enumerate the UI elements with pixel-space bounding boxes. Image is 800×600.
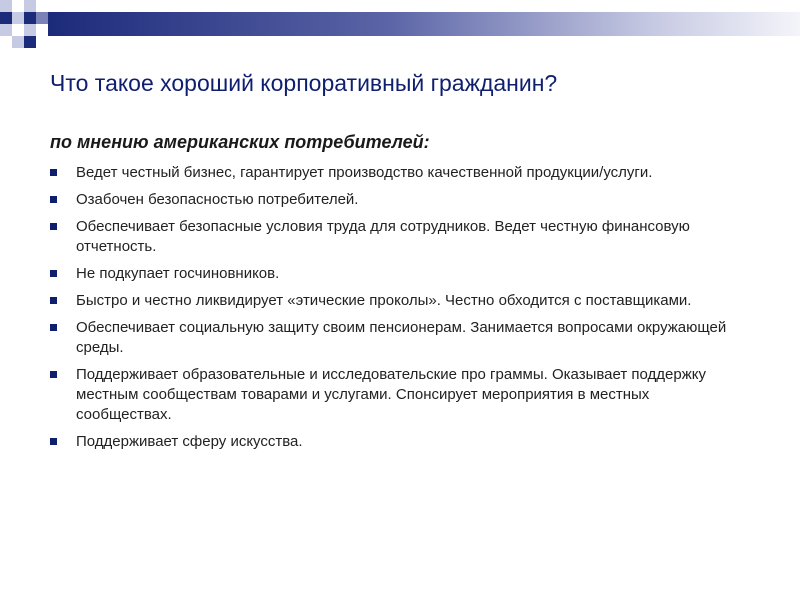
slide-subtitle: по мнению американских потребителей: [50, 132, 430, 152]
header-square [24, 24, 36, 36]
square-bullet-icon [50, 223, 57, 230]
square-bullet-icon [50, 371, 57, 378]
header-square [12, 36, 24, 48]
list-item-text: Ведет честный бизнес, гарантирует производство качественной продукции/услуги. [76, 164, 653, 181]
header-square [24, 0, 36, 12]
list-item [48, 318, 748, 358]
list-item-text: Поддерживает образовательные и исследовательские про граммы. Оказывает поддержку местным сообществам товарами и услугами. Спонсирует мероприятия в местных сообществах. [76, 366, 706, 423]
list-item-text: Обеспечивает безопасные условия труда для сотрудников. Ведет честную финансовую отчетность. [76, 218, 690, 255]
list-item [48, 432, 748, 452]
bullet-list [48, 163, 748, 459]
list-item [48, 190, 748, 210]
list-item [48, 291, 748, 311]
header-decoration [0, 0, 800, 60]
square-bullet-icon [50, 324, 57, 331]
list-item-text: Быстро и честно ликвидирует «этические проколы». Честно обходится с поставщиками. [76, 292, 692, 309]
header-square [0, 24, 12, 36]
header-square [0, 12, 12, 24]
square-bullet-icon [50, 270, 57, 277]
list-item [48, 264, 748, 284]
list-item [48, 163, 748, 183]
square-bullet-icon [50, 196, 57, 203]
list-item-text: Озабочен безопасностью потребителей. [76, 191, 359, 208]
square-bullet-icon [50, 169, 57, 176]
header-square [24, 36, 36, 48]
square-bullet-icon [50, 297, 57, 304]
list-item [48, 217, 748, 257]
header-square [12, 0, 24, 12]
list-item [48, 365, 748, 425]
header-square [12, 24, 24, 36]
list-item-text: Обеспечивает социальную защиту своим пенсионерам. Занимается вопросами окружающей среды. [76, 319, 727, 356]
square-bullet-icon [50, 438, 57, 445]
list-item-text: Не подкупает госчиновников. [76, 265, 280, 282]
header-square [36, 12, 48, 24]
header-square [0, 0, 12, 12]
header-square [12, 12, 24, 24]
list-item-text: Поддерживает сферу искусства. [76, 433, 303, 450]
header-gradient-band [48, 12, 800, 36]
header-square [24, 12, 36, 24]
slide-title: Что такое хороший корпоративный гражданин? [50, 70, 558, 96]
